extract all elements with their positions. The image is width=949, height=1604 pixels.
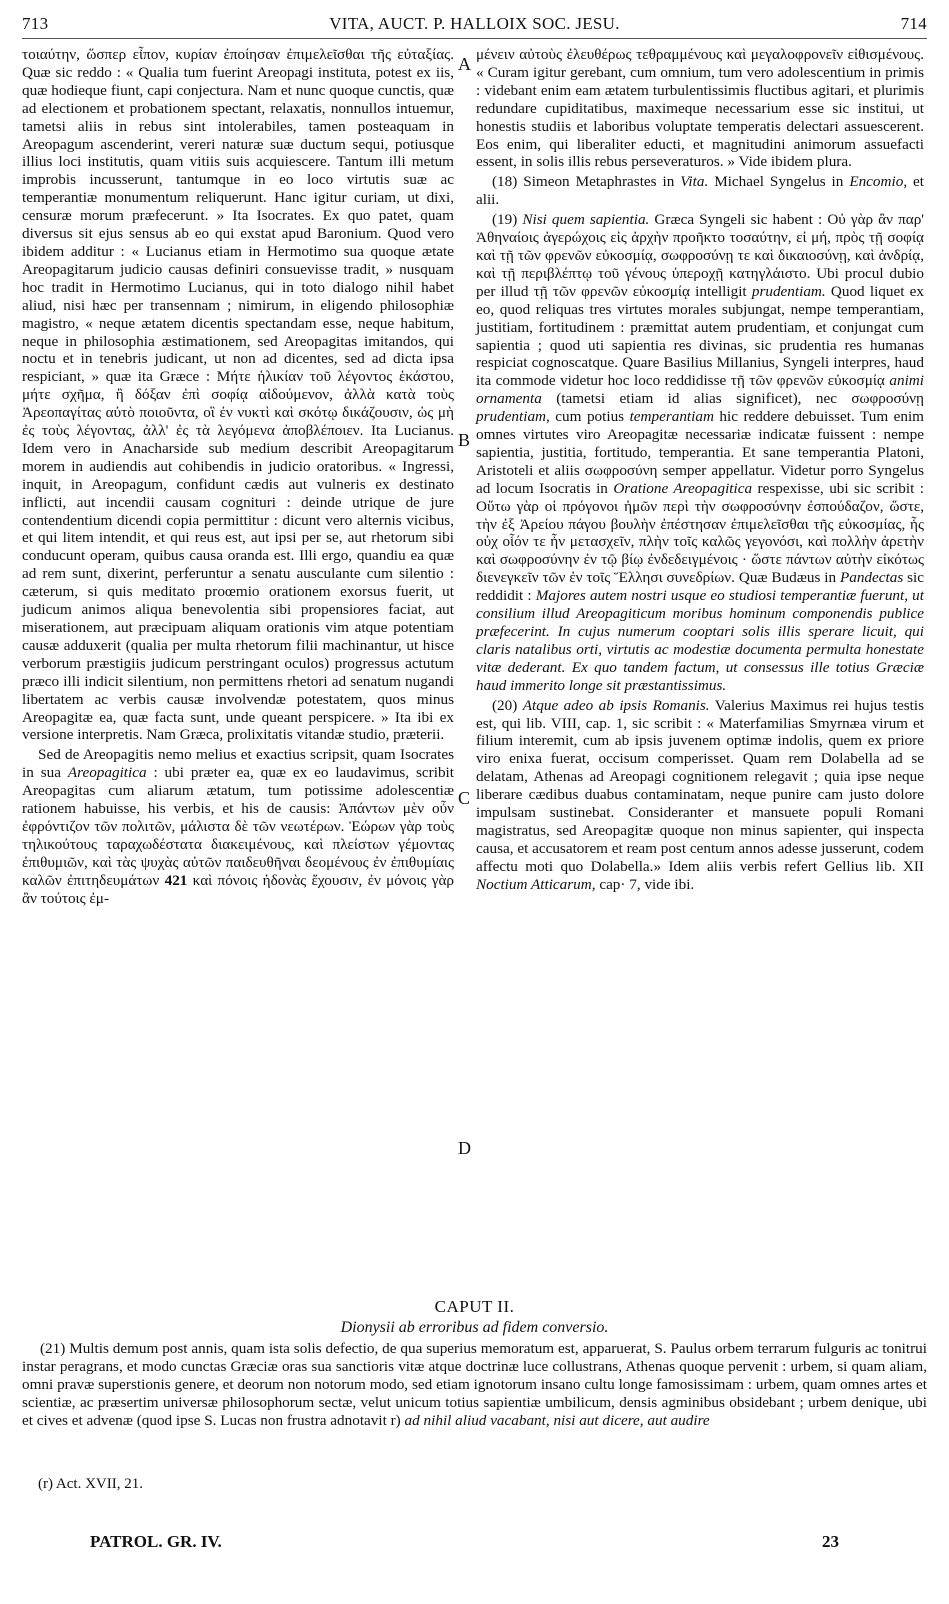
italic-title: Encomio — [849, 173, 904, 191]
running-header — [22, 10, 927, 39]
italic-title: Pandectas — [839, 569, 904, 587]
italic-word: temperantiam — [629, 408, 714, 426]
text-run: Valerius Maximus rei hujus testis est, qui lib. VIII, cap. 1, sic scribit : « Materfamilias Smyrnæa virum et filium interemit, cum ab ipsis juvenem optimæ indolis, quem ex priore viro enixa fuerat, occisum comperisset. Quam rem Dolabella ad se delatam, Athenas ad Areopagi cognitionem relegavit ; quia ipse neque liberare cædibus duabus contaminatam, neque punire cam justo dolore impulsam sustinebat. Consideranter et mansuete populi Romani magistratus, sed Areopagitæ quoque non minus sapienter, qui inspecta causa, et accusatorem et ream post centum annos adesse jusserunt, codem affectu moti quo Dolabella.» Idem aliis verbis refert Gellius lib. XII — [476, 696, 924, 875]
note-20 — [476, 697, 924, 894]
left-paragraph-1: τοιαύτην, ὥσπερ εἶπον, κυρίαν ἐποίησαν ἐπιμελεῖσθαι τῆς εὐταξίας. Quæ sic reddo : « Qualia tum fuerint Areopagi instituta, potest ex iis, quæ hodieque fiunt, capi conjectura. Nam et nunc quoque cunctis, quæ ad electionem et probationem spectant, relaxatis, nonnullos intuemur, tametsi aliis in rebus sint intolerabiles, tamen posteaquam in Areopagum ascenderint, vereri naturæ suæ ductum sequi, potiusque illius loci institutis, quam vitiis suis acquiescere. Tantum illi metum improbis incusserunt, tantumque in eo loco virtutis suæ ac temperantiæ monumentum reliquerunt. Hanc igitur curiam, ut dixi, censuræ morum præfecerunt. » Ita Isocrates. Ex quo patet, quam diversus sit ejus sensus ab eo qui exstat apud Baronium. Quod vero ibidem additur : « Lucianus etiam in Hermotimo sua quoque ætate Areopagitarum judicio causas definiri consuevisse tradit, » nusquam hoc tradit in Hermotimo Lucianus, qui in toto dialogo nihil habet aliud, nisi hæc per transennam ; nimirum, in eligendo philosophiæ magistro, « neque ætatem dicentis spectandam esse, neque habitum, neque in philosophia æstimationem, sed Areopagitas imitandos, qui noctu et in tenebris judicant, ut non ad dicentes, sed ad dicta ipsa respiciant, » quæ ita Græce : Μήτε ἡλικίαν τοῦ λέγοντος ἑκάστου, μήτε σχῆμα, ἢ δόξαν ἐπὶ σοφίᾳ αἰδούμενον, ἀλλὰ κατὰ τοὺς Ἀρεοπαγίτας αὐτὸ ποιοῦντα, οἳ ἐν νυκτὶ καὶ σκότῳ δικάζουσιν, ὡς μὴ ἐς τοὺς λέγοντας, ἀλλ' ἐς τὰ λεγόμενα ἀποβλέποιεν. Ita Lucianus. Idem vero in Anacharside sub medium describit Areopagitarum morem in audiendis aut cohibendis in judicio oratoribus. « Ingressi, inquit, in Areopagum, confidunt cædis aut vulneris ex destinato inflicti, aut incendii causam cogniturі : deinde utrique de jure contendentium dicendi copia permittitur : dicunt vero alternis vicibus, et qui litem intendit, et qui reus est, aut ipsi per se, aut rhetorum sibi conducunt operam, quibus causa oranda est. Illi ergo, quandiu ea quæ ad rem sunt, dixerint, perferuntur a senatu ausculante cum silentio : cæterum, si quis meditato proœmio orationem exorsus fuerit, ut judicum animos aliqua benevolentia sibi propensiores faciat, aut miserationem, aut præcipuam aliquam orationis vim atque potentiam causæ adduxerit (qualia per multa rhetorum filii machinantur, ut hisce verborum præstigiis judicum perstringant oculos) progressus actutum præco illi indicit silentium, non permittens rhetori ad senatum nugandi libertatem ac verbis causæ involvendæ potestatem, quos minus Areopagitæ ea, quæ facta sunt, unde queant perspicere. » Ita ibi ex versione interpretis. Nam Græca, prolixitatis vitandæ studio, præterii. — [22, 46, 454, 744]
right-column — [476, 46, 924, 894]
running-title: VITA, AUCT. P. HALLOIX SOC. JESU. — [329, 14, 620, 33]
text-run: : ubi præter ea, quæ ex eo laudavimus, scribit Areopagitas cum aliarum ætatum, tum potissime adolescentiæ rationem habuisse, his verbis, et his de causis: Ἁπάντων μὲν οὖν ἐφρόντιζον τῶν πολιτῶν, μάλιστα δὲ τῶν νεωτέρων. Ἑώρων γὰρ τοὺς τηλικούτους ταραχωδέστατα διακειμένους, καὶ πλείστων γέμοντας ἐπιθυμιῶν, καὶ τὰς ψυχὰς αὐτῶν παιδευθῆναι δεομένους ἐν ἐπιθυμίαις καλῶν ἐπιτηδευμάτων — [22, 764, 454, 889]
column-number: 421 — [164, 871, 188, 889]
text-run: cap· 7, vide ibi. — [595, 875, 695, 893]
page-footer — [90, 1532, 839, 1552]
text-run: Sed de Areopagitis nemo melius et exactius scripsit, quam Isocrates in sua — [22, 746, 454, 782]
text-run: Græca Syngeli sic habent : Οὐ γὰρ ἂν παρ' Ἀθηναίοις ἀγερώχοις εἰς ἀρχὴν προῆκτο τοσαύτην, εἰ μή, πρὸς τῇ σοφίᾳ καὶ τῇ τῶν φρενῶν εὐκοσμίᾳ, σωφροσύνῃ τε καὶ δικαιοσύνῃ, καὶ ἀνδρίᾳ, καὶ τῇ περιβλέπτῳ τοῦ γένους ὑπεροχῇ κατηγλάιστο. Ubi procul dubio per illud τῇ τῶν φρενῶν εὐκοσμίᾳ intelligit — [476, 211, 925, 300]
chapter-subtitle: Dionysii ab erroribus ad fidem conversio. — [340, 1319, 609, 1336]
margin-letter-d: D — [458, 1138, 471, 1158]
text-run: καὶ πόνοις ἡδονὰς ἔχουσιν, ἐν μόνοις γὰρ ἂν τούτοις ἐμ- — [22, 871, 454, 907]
right-page-number: 714 — [900, 14, 927, 33]
italic-title: Vita. — [680, 173, 709, 191]
series-signature: PATROL. GR. IV. — [90, 1532, 222, 1551]
text-run: hic reddere debuisset. Tum enim omnes virtutes viro Areopagitæ necessariæ indicatæ fuissent : nempe sapientia, justitia, fortitudo, temperantia. Et sane temperantia Platoni, Aristoteli et aliis σωφροσύνη semper appellatur. Videtur porro Syngelus ad locum Isocratis in — [476, 408, 924, 497]
text-run: (18) Simeon Metaphrastes in — [492, 173, 681, 191]
text-run: (21) Multis demum post annis, quam ista solis defectio, de qua superius memoratum est, apparuerat, S. Paulus orbem terrarum fulguris ac tonitrui instar peragrans, et modo cunctas Græciæ oras sua sanctioris vitæ atque doctrinæ luce collustrans, Athenas quoque pervenit : urbem, si quam aliam, omni pravæ superstionis genere, et deorum non notorum modo, sed etiam ignotorum insano cultu longe famosissimam : urbem, quam omnes artes et scientiæ, ac præsertim universæ philosophorum sectæ, velut unicum totius sapientiæ umbilicum, densis agminibus obsidebant ; urbem denique, ubi et cives et advenæ (quod ipse S. Lucas non frustra adnotavit r) — [22, 1340, 927, 1429]
right-paragraph-1: μένειν αὐτοὺς ἐλευθέρως τεθραμμένους καὶ μεγαλοφρονεῖν εἰθισμένους. « Curam igitur gerebant, cum omnium, tum vero adolescentium in primis : videbant enim eam ætatem turbulentissimis fluctibus agitari, et plurimis redundare cupiditatibus, maximeque necessarium esse sic institui, ut honestis studiis et laboribus voluptate temperatis delectari assuescerent. Eos enim, qui liberaliter educti, et magnitudini animorum assuefacti essent, in solis illis rebus perseveraturos. » Vide ibidem plura. — [476, 46, 924, 171]
footnote-r: (r) Act. XVII, 21. — [38, 1476, 143, 1492]
text-run: , cum potius — [546, 408, 630, 426]
italic-quotation: Majores autem nostri usque eo studiosi temperantiæ fuerunt, ut consilium illud Areopagiticum moribus hominum componendis publice præfecerint. In cujus numerum cooptari solis illis sperare licuit, qui claris natalibus orti, virtutis ac modestiæ documenta permulta honestate vitæ dederant. Ex quo tandem factum, ut consessus ille totius Græciæ haud immerito longe sit præstantissimus. — [476, 587, 924, 694]
note-18 — [476, 173, 924, 209]
text-run: (19) — [492, 211, 523, 229]
chapter-heading: CAPUT II. — [434, 1297, 515, 1316]
margin-letter-c: C — [458, 788, 471, 808]
left-column — [22, 46, 454, 908]
italic-title: Noctium Atticarum, — [476, 875, 596, 893]
italic-word: prudentiam — [476, 408, 547, 426]
text-run: sic reddidit : — [476, 569, 924, 605]
margin-letter-a: A — [458, 54, 471, 74]
margin-letter-b: B — [458, 430, 471, 450]
italic-title: Areopagitica — [67, 764, 147, 782]
chapter-heading-block — [22, 1297, 927, 1337]
text-run: Quod liquet ex eo, quod reliquas tres virtutes morales subjungat, nempe temperantiam, justitiam, fortitudinem : præmittat autem prudentiam, et conjungat cum sapientia ; quod uti sapientia res divinas, sic prudentia res humanas respiciat cognoscatque. Quare Basilius Millanius, Syngeli interpres, haud ita commode videtur hoc loco reddidisse τῇ τῶν φρενῶν εὐκοσμίᾳ — [476, 282, 925, 390]
chapter-paragraph-21 — [22, 1340, 927, 1430]
italic-lemma: Atque adeo ab ipsis Romanis. — [522, 696, 710, 714]
italic-title: Oratione Areopagitica — [613, 479, 753, 497]
text-run: (20) — [492, 696, 523, 714]
note-19 — [476, 211, 924, 694]
italic-word: animi ornamenta — [476, 372, 924, 408]
left-paragraph-2 — [22, 746, 454, 907]
italic-quotation: ad nihil aliud vacabant, nisi aut dicere, aut audire — [404, 1411, 710, 1429]
text-run: Michael Syngelus in — [708, 173, 850, 191]
italic-lemma: Nisi quem sapientia. — [522, 211, 650, 229]
text-run: (tametsi etiam id alias significet), nec σωφροσύνῃ — [541, 390, 924, 408]
text-run: respexisse, ubi sic scribit : Οὕτω γὰρ οἱ πρόγονοι ἡμῶν περὶ τὴν σωφροσύνην ἐσπούδαζον, ὥστε, τὴν ἐξ Ἀρείου πάγου βουλὴν ἐπέστησαν ἐπιμελεῖσθαι τῆς εὐκοσμίας, ἧς οὐχ οἷόν τε ἦν μετασχεῖν, πλὴν τοῖς καλῶς γεγονόσι, καὶ πολλὴν ἀρετὴν καὶ σωφροσύνην ἐν τῷ βίῳ ἐνδεδειγμένοις · ὥστε πάντων αὐτὴν εἰκότως διενεγκεῖν τῶν ἐν τοῖς Ἕλλησι συνεδρίων. Quæ Budæus in — [476, 479, 924, 587]
left-page-number: 713 — [22, 14, 49, 33]
sheet-number: 23 — [822, 1532, 839, 1551]
italic-word: prudentiam. — [751, 282, 826, 300]
text-run: , et alii. — [476, 173, 925, 209]
